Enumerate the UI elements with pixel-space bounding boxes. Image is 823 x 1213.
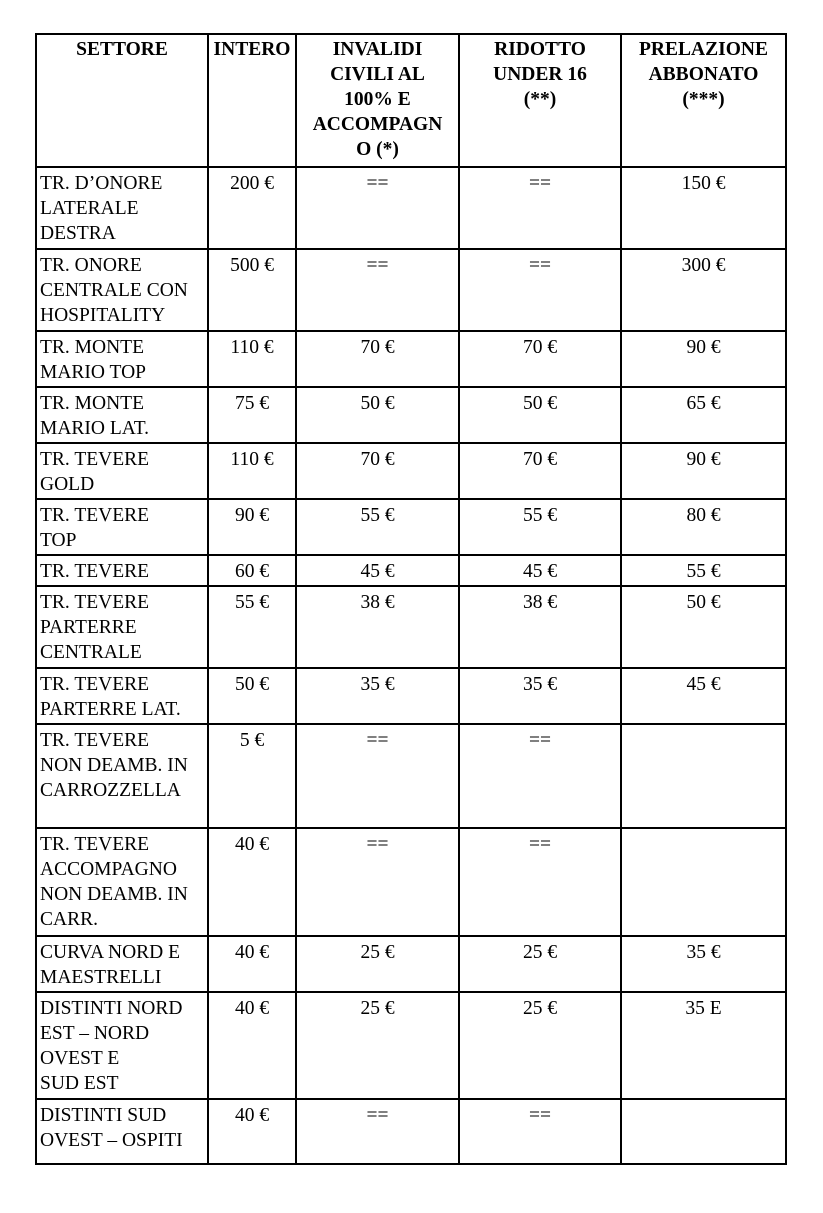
intero-cell: 50 € (208, 668, 296, 724)
intero-cell: 500 € (208, 249, 296, 331)
intero-cell: 60 € (208, 555, 296, 586)
prelazione-cell: 35 € (621, 936, 786, 992)
ridotto-cell: == (459, 724, 621, 828)
sector-cell: DISTINTI SUD OVEST – OSPITI (36, 1099, 208, 1164)
intero-cell: 55 € (208, 586, 296, 668)
prelazione-cell (621, 724, 786, 828)
ridotto-cell: == (459, 167, 621, 249)
ridotto-cell: 25 € (459, 936, 621, 992)
invalidi-cell: 50 € (296, 387, 459, 443)
intero-cell: 40 € (208, 936, 296, 992)
intero-cell: 40 € (208, 1099, 296, 1164)
invalidi-cell: 25 € (296, 936, 459, 992)
invalidi-cell: == (296, 828, 459, 936)
table-row (36, 555, 786, 586)
sector-cell: TR. MONTE MARIO TOP (36, 331, 208, 387)
sector-cell: TR. TEVERE TOP (36, 499, 208, 555)
intero-cell: 200 € (208, 167, 296, 249)
prelazione-cell: 35 E (621, 992, 786, 1099)
ridotto-cell: 25 € (459, 992, 621, 1099)
invalidi-cell: == (296, 724, 459, 828)
table-row (36, 387, 786, 443)
sector-cell: TR. ONORE CENTRALE CON HOSPITALITY (36, 249, 208, 331)
sector-cell: TR. D’ONORE LATERALE DESTRA (36, 167, 208, 249)
ridotto-cell: 35 € (459, 668, 621, 724)
invalidi-cell: 35 € (296, 668, 459, 724)
table-row (36, 992, 786, 1099)
table-row (36, 249, 786, 331)
prelazione-cell: 80 € (621, 499, 786, 555)
sector-cell: TR. MONTE MARIO LAT. (36, 387, 208, 443)
prelazione-cell: 90 € (621, 331, 786, 387)
table-row (36, 331, 786, 387)
table-row (36, 828, 786, 936)
table-row (36, 724, 786, 828)
sector-cell: TR. TEVERE ACCOMPAGNO NON DEAMB. IN CARR. (36, 828, 208, 936)
invalidi-cell: 70 € (296, 331, 459, 387)
prelazione-cell (621, 828, 786, 936)
sector-cell: TR. TEVERE NON DEAMB. IN CARROZZELLA (36, 724, 208, 828)
ridotto-cell: 45 € (459, 555, 621, 586)
header-settore: SETTORE (36, 34, 208, 167)
intero-cell: 40 € (208, 828, 296, 936)
intero-cell: 75 € (208, 387, 296, 443)
sector-cell: TR. TEVERE PARTERRE LAT. (36, 668, 208, 724)
header-ridotto: RIDOTTO UNDER 16 (**) (459, 34, 621, 167)
sector-cell: TR. TEVERE (36, 555, 208, 586)
invalidi-cell: == (296, 1099, 459, 1164)
prelazione-cell (621, 1099, 786, 1164)
prelazione-cell: 50 € (621, 586, 786, 668)
prelazione-cell: 90 € (621, 443, 786, 499)
table-row (36, 1099, 786, 1164)
invalidi-cell: 45 € (296, 555, 459, 586)
ridotto-cell: 55 € (459, 499, 621, 555)
intero-cell: 5 € (208, 724, 296, 828)
prelazione-cell: 55 € (621, 555, 786, 586)
sector-cell: TR. TEVERE GOLD (36, 443, 208, 499)
invalidi-cell: 70 € (296, 443, 459, 499)
ridotto-cell: 50 € (459, 387, 621, 443)
invalidi-cell: 55 € (296, 499, 459, 555)
invalidi-cell: == (296, 249, 459, 331)
price-table (35, 33, 787, 1165)
header-invalidi: INVALIDI CIVILI AL 100% E ACCOMPAGN O (*) (296, 34, 459, 167)
prelazione-cell: 65 € (621, 387, 786, 443)
table-row (36, 499, 786, 555)
table-row (36, 668, 786, 724)
invalidi-cell: == (296, 167, 459, 249)
ridotto-cell: 70 € (459, 443, 621, 499)
header-intero: INTERO (208, 34, 296, 167)
ridotto-cell: 38 € (459, 586, 621, 668)
table-row (36, 443, 786, 499)
ridotto-cell: == (459, 1099, 621, 1164)
intero-cell: 110 € (208, 443, 296, 499)
invalidi-cell: 25 € (296, 992, 459, 1099)
prelazione-cell: 300 € (621, 249, 786, 331)
sector-cell: TR. TEVERE PARTERRE CENTRALE (36, 586, 208, 668)
sector-cell: DISTINTI NORD EST – NORD OVEST E SUD EST (36, 992, 208, 1099)
intero-cell: 110 € (208, 331, 296, 387)
invalidi-cell: 38 € (296, 586, 459, 668)
ridotto-cell: 70 € (459, 331, 621, 387)
table-row (36, 167, 786, 249)
ridotto-cell: == (459, 249, 621, 331)
table-body (36, 167, 786, 1164)
header-row (36, 34, 786, 167)
header-prelazione: PRELAZIONE ABBONATO (***) (621, 34, 786, 167)
sector-cell: CURVA NORD E MAESTRELLI (36, 936, 208, 992)
intero-cell: 90 € (208, 499, 296, 555)
intero-cell: 40 € (208, 992, 296, 1099)
prelazione-cell: 150 € (621, 167, 786, 249)
ridotto-cell: == (459, 828, 621, 936)
table-row (36, 586, 786, 668)
table-row (36, 936, 786, 992)
prelazione-cell: 45 € (621, 668, 786, 724)
